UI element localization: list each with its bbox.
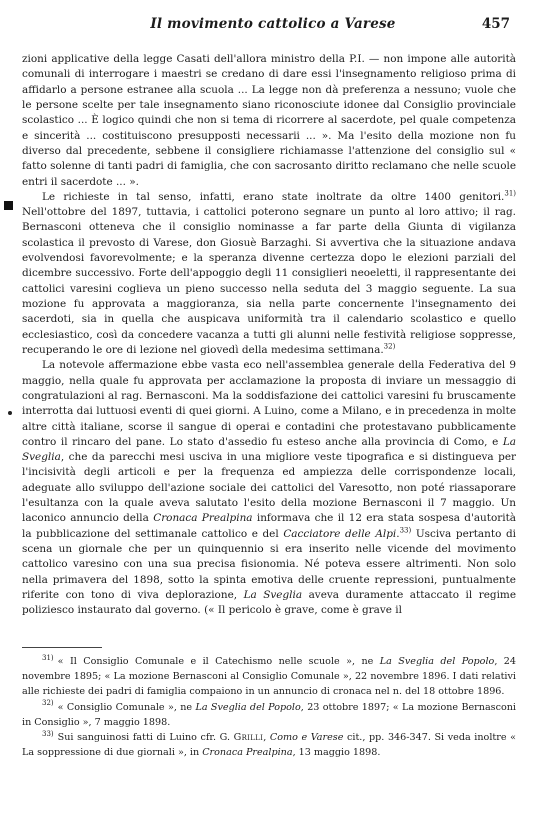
- running-title: Il movimento cattolico a Varese: [150, 16, 396, 32]
- paragraph: [22, 358, 516, 618]
- text-run: , che da parecchi mesi usciva in una migliore veste tipografica e si distingueva per l'incisività degli articoli e per la frequenza ed ampiezza delle corrispondenze locali, adeguate allo sviluppo dell'azione sociale dei cattolici del Varesotto, non poté riassaporare l'esultanza con la quale aveva salutato l'esito della mozione Bernasconi il 7 maggio. Un laconico annuncio della: [22, 451, 516, 525]
- margin-dot: [8, 411, 12, 415]
- italic-title: La Sveglia: [243, 588, 303, 601]
- paragraph-continued: [22, 52, 516, 190]
- text-run: Usciva pertanto di scena un giornale che per un quinquennio si era inserito nelle vicende del movimento cattolico varesino con una sua precisa fisionomia. Né poteva essere altrimenti. Non solo nella primavera del 1898, sotto la spinta emotiva delle cruente repressioni, puntualmente riferite con tono di viva deplorazione,: [22, 527, 516, 601]
- footnote: [22, 700, 516, 730]
- body-text: [22, 52, 516, 619]
- footnotes: [22, 654, 516, 760]
- italic-title: La Sveglia: [22, 435, 516, 464]
- italic-title: La Sveglia del Popolo: [195, 701, 301, 713]
- text-run: , 23 ottobre 1897; « La mozione Bernasconi in Consiglio », 7 maggio 1898.: [22, 701, 516, 728]
- italic-title: La Sveglia del Popolo: [379, 656, 495, 667]
- paragraph: [22, 190, 516, 358]
- text-run: « Consiglio Comunale », ne: [57, 701, 196, 713]
- footnote-rule: [22, 647, 102, 648]
- running-header: [36, 16, 510, 38]
- italic-title: Cronaca Prealpina: [153, 512, 253, 525]
- text-run: Le richieste in tal senso, infatti, erano state inoltrate da oltre 1400 genitori.: [42, 190, 505, 203]
- footnote-reference: 33): [399, 526, 412, 535]
- footnote-number: 31): [42, 653, 54, 662]
- text-run: cit., pp. 346-347. Si veda inoltre « La soppressione di due giornali », in: [22, 732, 517, 759]
- footnote: [22, 654, 516, 700]
- text-run: .: [396, 527, 400, 540]
- text-run: , 13 maggio 1898.: [292, 747, 381, 759]
- text-run: zioni applicative della legge Casati dell'allora ministro della P.I. — non impone alle autorità comunali di interrogare i maestri se credano di dare essi l'insegnamento religioso prima di affidarlo a persone estranee alla scuola ... La legge non dà preferenza a nessuno; vuole che le persone scelte per tale insegnamento siano riconosciute idonee dal Consiglio provinciale scolastico ... È logico quindi che non si tema di ricorrere al sacerdote, pel quale competenza e sincerità ... costituiscono presupposti necessarii ... ». Ma l'esito della mozione non fu diverso dal precedente, sebbene il consigliere richiamasse l'attenzione del consiglio sul « fatto solenne di tanti padri di famiglia, che con sacrosanto diritto reclamano che nelle scuole entri il sacerdote ... ».: [22, 53, 516, 188]
- text-run: aveva duramente attaccato il regime poliziesco instaurato dal governo. (« Il pericolo è grave, come è grave il: [22, 588, 516, 617]
- footnote-reference: 31): [504, 189, 516, 198]
- page-number: 457: [481, 16, 510, 32]
- text-run: « Il Consiglio Comunale e il Catechismo nelle scuole », ne: [57, 656, 380, 667]
- italic-title: Cronaca Prealpina: [202, 747, 293, 759]
- margin-marker: [4, 201, 13, 210]
- footnote-number: 33): [42, 729, 54, 738]
- footnote-reference: 32): [383, 342, 396, 351]
- text-run: Nell'ottobre del 1897, tuttavia, i cattolici poterono segnare un punto al loro attivo; il rag. Bernasconi otteneva che il consiglio nominasse a far parte della Giunta di vigilanza scolastica il prevosto di Varese, don Giosuè Barzaghi. Si avvertiva che la situazione andava evolvendosi favorevolmente; e la speranza divenne certezza dopo le elezioni parziali del dicembre successivo. Forte dell'appoggio degli 11 consiglieri neoeletti, il rappresentante dei cattolici varesini coglieva un pieno successo nella seduta del 3 maggio seguente. La sua mozione fu approvata a maggioranza, sia nella parte concernente l'insegnamento dei sacerdoti, sia in quella che auspicava uniformità tra il calendario scolastico e quello ecclesiastico, così da concedere vacanza a tutti gli alunni nelle festività religiose soppresse, recuperando le ore di lezione nel giovedì della medesima settimana.: [22, 206, 516, 356]
- author-name: Grilli: [233, 732, 264, 744]
- text-run: informava che il 12 era stata sospesa d'autorità la pubblicazione del settimanale cattolico e del: [22, 512, 517, 540]
- text-run: ,: [263, 732, 270, 744]
- footnote: [22, 730, 516, 760]
- footnote-number: 32): [42, 699, 54, 708]
- italic-title: Como e Varese: [269, 732, 344, 744]
- italic-title: Cacciatore delle Alpi: [283, 527, 397, 540]
- text-run: , 24 novembre 1895; « La mozione Bernasconi al Consiglio Comunale », 22 novembre 1896. I dati relativi alle richieste dei padri di famiglia compaiono in un annuncio di cronaca nel n. del 18 ottobre 1896.: [22, 656, 517, 698]
- text-run: La notevole affermazione ebbe vasta eco nell'assemblea generale della Federativa del 9 maggio, nella quale fu approvata per acclamazione la proposta di inviare un messaggio di congratulazioni al rag. Bernasconi. Ma la soddisfazione dei cattolici varesini fu bruscamente interrotta dai luttuosi eventi di quei giorni. A Luino, come a Milano, e in precedenza in molte altre città italiane, scorse il sangue di operai e contadini che protestavano pubblicamente contro il rincaro del pane. Lo stato d'assedio fu esteso anche alla provincia di Como, e: [22, 359, 516, 448]
- text-run: Sui sanguinosi fatti di Luino cfr. G.: [57, 732, 234, 744]
